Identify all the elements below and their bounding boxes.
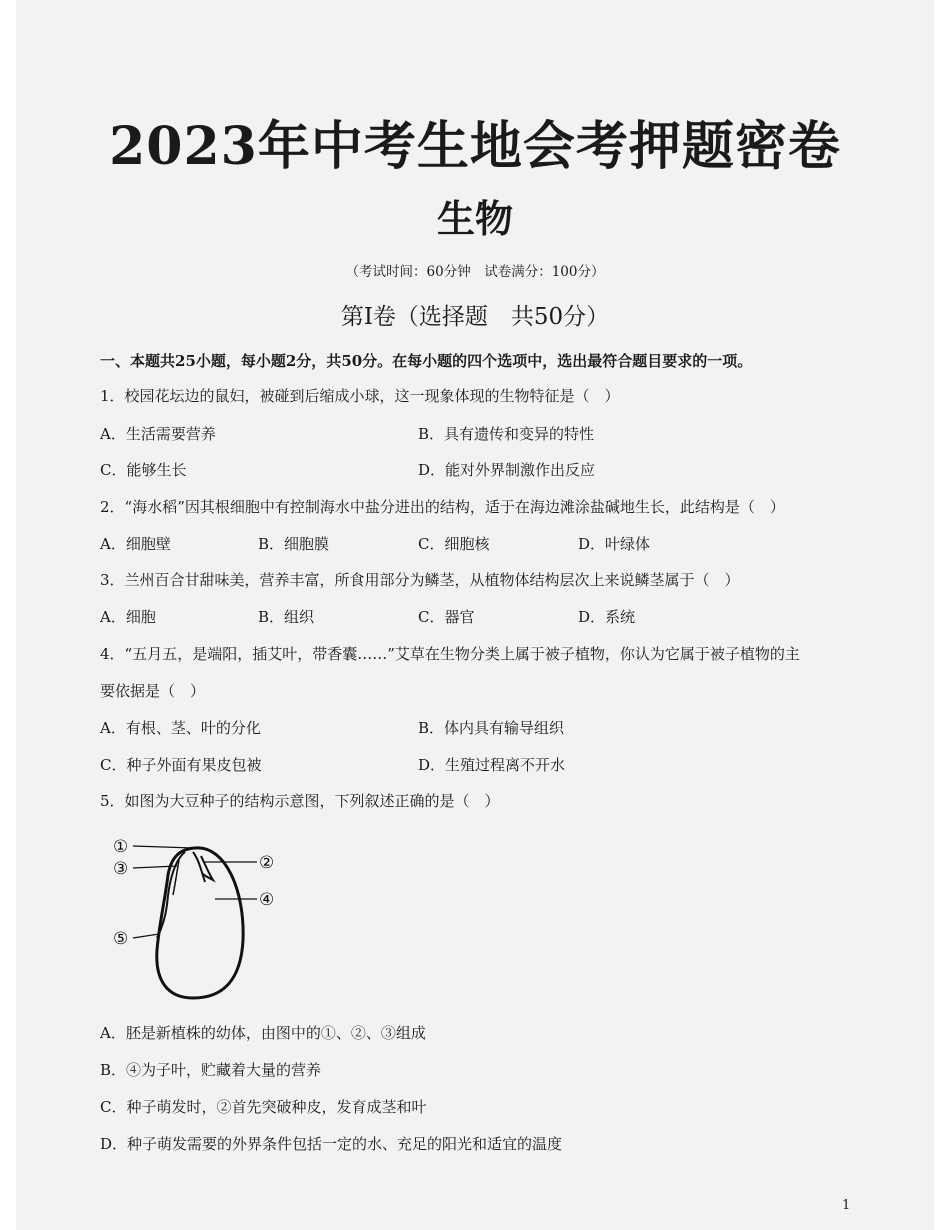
question-1-option-c: C．能够生长 bbox=[100, 461, 187, 479]
question-2-option-a: A．细胞壁 bbox=[100, 535, 171, 553]
question-4-option-c: C．种子外面有果皮包被 bbox=[100, 756, 262, 774]
figure-label-3: ③ bbox=[113, 859, 129, 879]
figure-label-1: ① bbox=[113, 837, 129, 857]
question-4-option-a: A．有根、茎、叶的分化 bbox=[100, 719, 261, 737]
question-5-option-c: C．种子萌发时，②首先突破种皮，发育成茎和叶 bbox=[100, 1098, 427, 1116]
exam-info: （考试时间：60分钟 试卷满分：100分） bbox=[345, 264, 605, 280]
section-title: 第Ⅰ卷（选择题 共50分） bbox=[340, 304, 610, 330]
question-1-option-d: D．能对外界制激作出反应 bbox=[418, 461, 596, 479]
figure-label-2: ② bbox=[259, 853, 275, 873]
question-3-option-b: B．组织 bbox=[258, 608, 315, 626]
question-5-stem: 5．如图为大豆种子的结构示意图，下列叙述正确的是（ ） bbox=[100, 792, 500, 810]
figure-label-4: ④ bbox=[259, 890, 275, 910]
subject-title: 生物 bbox=[436, 196, 513, 241]
question-2-option-b: B．细胞膜 bbox=[258, 535, 330, 553]
question-3-option-a: A．细胞 bbox=[100, 608, 156, 626]
question-1-option-b: B．具有遗传和变异的特性 bbox=[418, 425, 595, 443]
seed-outline bbox=[157, 848, 243, 998]
question-3-option-c: C．器官 bbox=[418, 608, 475, 626]
question-5-option-d: D．种子萌发需要的外界条件包括一定的水、充足的阳光和适宜的温度 bbox=[100, 1135, 563, 1153]
question-1-stem: 1．校园花坛边的鼠妇，被碰到后缩成小球，这一现象体现的生物特征是（ ） bbox=[100, 387, 620, 405]
question-1-option-a: A．生活需要营养 bbox=[100, 425, 216, 443]
page-number: 1 bbox=[842, 1198, 851, 1213]
question-3-option-d: D．系统 bbox=[578, 608, 636, 626]
question-4-stem-line-2: 要依据是（ ） bbox=[100, 682, 206, 700]
question-4-option-b: B．体内具有输导组织 bbox=[418, 719, 565, 737]
exam-title: 2023年中考生地会考押题密卷 bbox=[109, 116, 841, 177]
figure-label-5: ⑤ bbox=[113, 929, 129, 949]
question-5-option-b: B．④为子叶，贮藏着大量的营养 bbox=[100, 1061, 322, 1079]
soybean-seed-diagram bbox=[105, 830, 285, 1005]
question-2-option-c: C．细胞核 bbox=[418, 535, 490, 553]
question-4-option-d: D．生殖过程离不开水 bbox=[418, 756, 566, 774]
question-2-option-d: D．叶绿体 bbox=[578, 535, 651, 553]
question-5-option-a: A．胚是新植株的幼体，由图中的①、②、③组成 bbox=[100, 1024, 426, 1042]
question-2-stem: 2．“海水稻”因其根细胞中有控制海水中盐分进出的结构，适于在海边滩涂盐碱地生长，此结构是（ ） bbox=[100, 498, 785, 516]
question-4-stem-line-1: 4．“五月五，是端阳，插艾叶，带香囊……”艾草在生物分类上属于被子植物，你认为它属于被子植物的主 bbox=[100, 645, 800, 663]
question-3-stem: 3．兰州百合甘甜味美，营养丰富，所食用部分为鳞茎，从植物体结构层次上来说鳞茎属于（ ） bbox=[100, 571, 740, 589]
instruction-text: 一、本题共25小题，每小题2分，共50分。在每小题的四个选项中，选出最符合题目要求的一项。 bbox=[100, 352, 753, 370]
embryo-plumule bbox=[193, 852, 213, 882]
